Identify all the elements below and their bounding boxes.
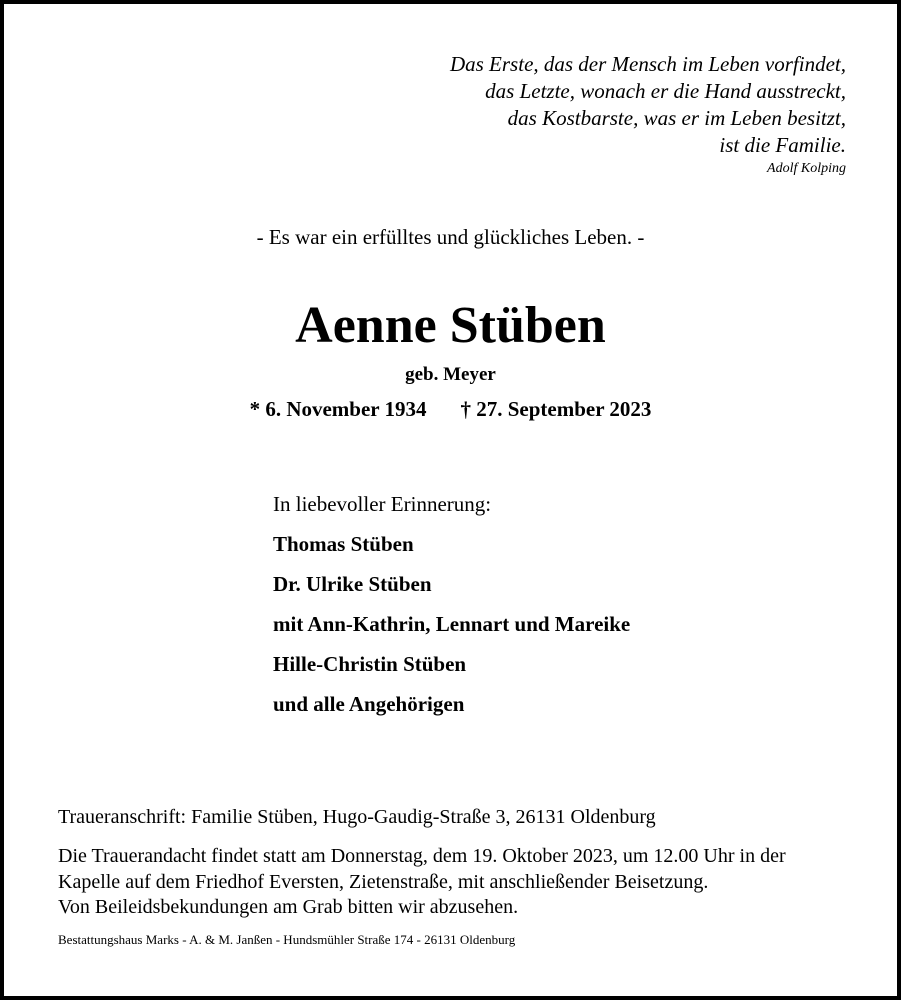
mourner-name: mit Ann-Kathrin, Lennart und Mareike (273, 612, 631, 636)
life-dates (0, 399, 901, 420)
tagline: - Es war ein erfülltes und glückliches Leben. - (256, 225, 645, 249)
quote-line: das Letzte, wonach er die Hand ausstreckt, (485, 79, 846, 103)
funeral-home: Bestattungshaus Marks - A. & M. Janßen - Hundsmühler Straße 174 - 26131 Oldenburg (58, 932, 516, 947)
quote-line: ist die Familie. (719, 133, 846, 157)
death-date: † 27. September 2023 (460, 397, 652, 421)
mourners-intro: In liebevoller Erinnerung: (273, 492, 492, 516)
quote-author: Adolf Kolping (767, 161, 846, 176)
service-line: Von Beileidsbekundungen am Grab bitten wir abzusehen. (58, 896, 519, 918)
deceased-name: Aenne Stüben (295, 297, 606, 354)
quote-line: das Kostbarste, was er im Leben besitzt, (507, 106, 846, 130)
mourner-name: Thomas Stüben (273, 532, 414, 556)
maiden-name: geb. Meyer (405, 364, 496, 385)
mourner-name: und alle Angehörigen (273, 692, 465, 716)
birth-date: * 6. November 1934 (249, 397, 427, 421)
mourner-name: Dr. Ulrike Stüben (273, 572, 432, 596)
mourner-name: Hille-Christin Stüben (273, 652, 467, 676)
service-line: Kapelle auf dem Friedhof Eversten, Zietenstraße, mit anschließender Beisetzung. (58, 871, 709, 893)
mourning-address: Traueranschrift: Familie Stüben, Hugo-Gaudig-Straße 3, 26131 Oldenburg (58, 806, 656, 828)
quote-line: Das Erste, das der Mensch im Leben vorfindet, (449, 52, 846, 76)
service-line: Die Trauerandacht findet statt am Donnerstag, dem 19. Oktober 2023, um 12.00 Uhr in der (58, 845, 786, 867)
